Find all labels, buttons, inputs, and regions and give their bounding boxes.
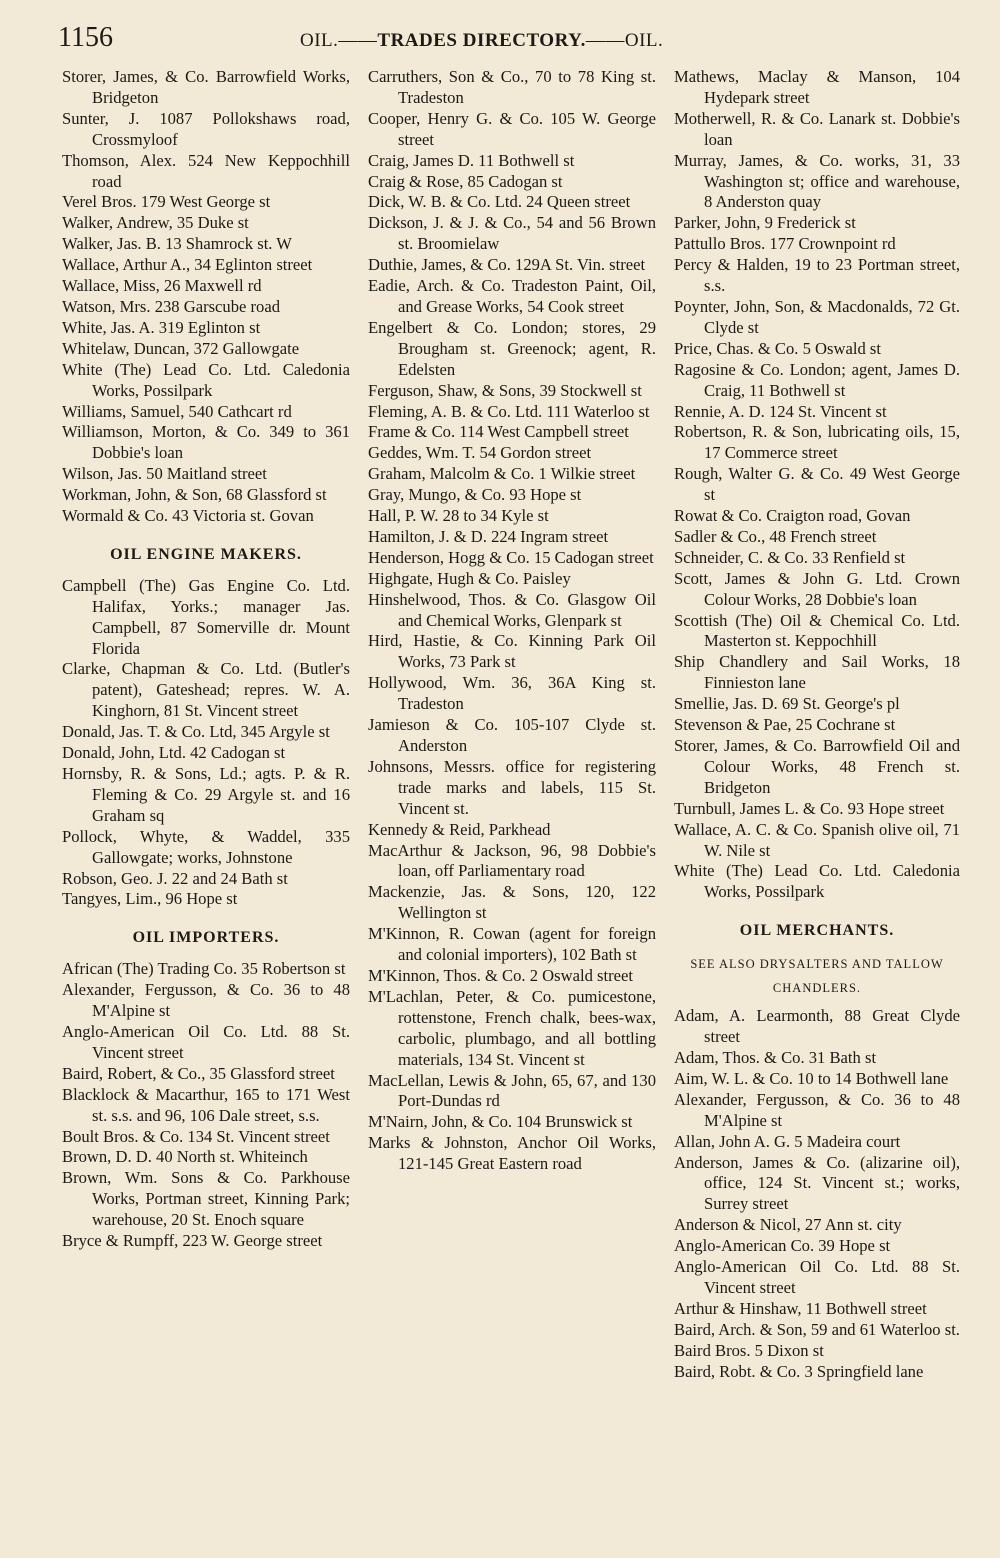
directory-entry: Hamilton, J. & D. 224 Ingram street — [368, 526, 609, 546]
directory-entry: M'Kinnon, R. Cowan (agent for foreign and colonial importers), 102 Bath st — [368, 924, 656, 965]
directory-entry: Hollywood, Wm. 36, 36A King st. Tradeston — [368, 673, 656, 714]
directory-entry: Campbell (The) Gas Engine Co. Ltd. Halifax, Yorks.; manager Jas. Campbell, 87 Somerville dr. Mount Florida — [62, 575, 350, 658]
directory-entry: Anderson, James & Co. (alizarine oil), office, 124 St. Vincent st.; works, Surrey street — [674, 1152, 960, 1214]
directory-entry: Murray, James, & Co. works, 31, 33 Washington st; office and warehouse, 8 Anderston quay — [674, 150, 960, 212]
directory-entry: Henderson, Hogg & Co. 15 Cadogan street — [368, 547, 654, 567]
directory-entry: Blacklock & Macarthur, 165 to 171 West st. s.s. and 96, 106 Dale street, s.s. — [62, 1084, 350, 1125]
page-number: 1156 — [58, 22, 113, 53]
running-head: OIL.——TRADES DIRECTORY.——OIL. — [300, 30, 664, 51]
page-header — [0, 22, 1000, 62]
section-heading: OIL MERCHANTS. — [739, 922, 895, 940]
directory-entry: Robson, Geo. J. 22 and 24 Bath st — [62, 868, 288, 888]
running-head-title: TRADES DIRECTORY. — [377, 30, 586, 51]
directory-entry: Turnbull, James L. & Co. 93 Hope street — [674, 798, 945, 818]
directory-entry: Hird, Hastie, & Co. Kinning Park Oil Works, 73 Park st — [368, 631, 656, 672]
directory-entry: Ferguson, Shaw, & Sons, 39 Stockwell st — [368, 380, 642, 400]
directory-entry: Bryce & Rumpff, 223 W. George street — [62, 1231, 323, 1251]
running-head-left: OIL. — [300, 30, 339, 51]
directory-entry: Hornsby, R. & Sons, Ld.; agts. P. & R. Fleming & Co. 29 Argyle st. and 16 Graham sq — [62, 764, 350, 825]
directory-entry: Motherwell, R. & Co. Lanark st. Dobbie's loan — [674, 108, 960, 149]
directory-entry: Hinshelwood, Thos. & Co. Glasgow Oil and Chemical Works, Glenpark st — [368, 589, 656, 630]
directory-entry: Williams, Samuel, 540 Cathcart rd — [62, 401, 292, 421]
section-subnote: SEE ALSO DRYSALTERS AND TALLOW CHANDLERS. — [690, 957, 944, 996]
directory-entry: Donald, John, Ltd. 42 Cadogan st — [62, 743, 286, 763]
column-3 — [674, 67, 960, 1517]
directory-entry: White (The) Lead Co. Ltd. Caledonia Works, Possilpark — [674, 861, 960, 902]
directory-entry: M'Nairn, John, & Co. 104 Brunswick st — [368, 1112, 633, 1132]
directory-entry: Ship Chandlery and Sail Works, 18 Finnieston lane — [674, 652, 960, 693]
directory-entry: M'Kinnon, Thos. & Co. 2 Oswald street — [368, 965, 633, 985]
directory-entry: Mathews, Maclay & Manson, 104 Hydepark street — [674, 67, 960, 107]
directory-entry: Dickson, J. & J. & Co., 54 and 56 Brown st. Broomielaw — [368, 213, 656, 254]
directory-entry: Baird, Arch. & Son, 59 and 61 Waterloo st. — [674, 1319, 960, 1339]
directory-entry: Stevenson & Pae, 25 Cochrane st — [674, 715, 896, 735]
directory-entry: Wallace, Arthur A., 34 Eglinton street — [62, 255, 313, 275]
directory-entry: Craig & Rose, 85 Cadogan st — [368, 171, 563, 191]
directory-entry: Kennedy & Reid, Parkhead — [368, 819, 551, 839]
directory-entry: Brown, Wm. Sons & Co. Parkhouse Works, Portman street, Kinning Park; warehouse, 20 St. Enoch square — [62, 1168, 350, 1230]
directory-entry: Sunter, J. 1087 Pollokshaws road, Crossmyloof — [62, 108, 350, 149]
directory-entry: Duthie, James, & Co. 129A St. Vin. street — [368, 255, 646, 275]
directory-entry: Baird, Robt. & Co. 3 Springfield lane — [674, 1361, 924, 1381]
directory-entry: Gray, Mungo, & Co. 93 Hope st — [368, 485, 582, 505]
directory-entry: Percy & Halden, 19 to 23 Portman street, s.s. — [674, 255, 960, 296]
directory-entry: African (The) Trading Co. 35 Robertson st — [62, 959, 346, 979]
directory-entry: Rowat & Co. Craigton road, Govan — [674, 506, 911, 526]
directory-entry: Engelbert & Co. London; stores, 29 Brougham st. Greenock; agent, R. Edelsten — [368, 317, 656, 379]
directory-entry: Sadler & Co., 48 French street — [674, 526, 877, 546]
directory-entry: Rough, Walter G. & Co. 49 West George st — [674, 464, 960, 505]
directory-entry: MacLellan, Lewis & John, 65, 67, and 130 Port-Dundas rd — [368, 1070, 656, 1111]
directory-entry: Fleming, A. B. & Co. Ltd. 111 Waterloo st — [368, 401, 650, 421]
directory-entry: Marks & Johnston, Anchor Oil Works, 121-145 Great Eastern road — [368, 1133, 656, 1174]
directory-entry: Adam, Thos. & Co. 31 Bath st — [674, 1047, 877, 1067]
directory-entry: Baird, Robert, & Co., 35 Glassford street — [62, 1063, 335, 1083]
directory-entry: Storer, James, & Co. Barrowfield Oil and Colour Works, 48 French st. Bridgeton — [674, 736, 960, 797]
directory-entry: Geddes, Wm. T. 54 Gordon street — [368, 443, 592, 463]
directory-entry: Walker, Andrew, 35 Duke st — [62, 213, 249, 233]
directory-entry: Boult Bros. & Co. 134 St. Vincent street — [62, 1126, 330, 1146]
directory-entry: Highgate, Hugh & Co. Paisley — [368, 568, 571, 588]
column-2 — [368, 67, 656, 1517]
directory-entry: Donald, Jas. T. & Co. Ltd, 345 Argyle st — [62, 722, 330, 742]
directory-entry: Brown, D. D. 40 North st. Whiteinch — [62, 1147, 308, 1167]
directory-entry: M'Lachlan, Peter, & Co. pumicestone, rottenstone, French chalk, bees-wax, carbolic, plumbago, and all bottling materials, 134 St. Vincent st — [368, 986, 656, 1069]
directory-entry: Ragosine & Co. London; agent, James D. Craig, 11 Bothwell st — [674, 359, 960, 400]
directory-entry: Hall, P. W. 28 to 34 Kyle st — [368, 506, 549, 526]
directory-entry: Price, Chas. & Co. 5 Oswald st — [674, 338, 881, 358]
running-head-right: OIL. — [624, 30, 664, 51]
directory-entry: Poynter, John, Son, & Macdonalds, 72 Gt. Clyde st — [674, 296, 960, 337]
directory-entry: Johnsons, Messrs. office for registering trade marks and labels, 115 St. Vincent st. — [368, 756, 656, 818]
directory-entry: Clarke, Chapman & Co. Ltd. (Butler's patent), Gateshead; repres. W. A. Kinghorn, 81 St. Vincent street — [62, 659, 350, 721]
directory-entry: Carruthers, Son & Co., 70 to 78 King st. Tradeston — [368, 67, 656, 107]
directory-entry: Walker, Jas. B. 13 Shamrock st. W — [62, 234, 292, 254]
directory-entry: Anglo-American Co. 39 Hope st — [674, 1236, 891, 1256]
column-1 — [62, 67, 350, 1517]
directory-entry: Jamieson & Co. 105-107 Clyde st. Anderston — [368, 715, 656, 755]
directory-entry: Eadie, Arch. & Co. Tradeston Paint, Oil, and Grease Works, 54 Cook street — [368, 276, 656, 316]
section-heading: OIL IMPORTERS. — [132, 929, 280, 947]
directory-entry: Whitelaw, Duncan, 372 Gallowgate — [62, 338, 300, 358]
directory-entry: Scott, James & John G. Ltd. Crown Colour Works, 28 Dobbie's loan — [674, 568, 960, 609]
directory-entry: White (The) Lead Co. Ltd. Caledonia Works, Possilpark — [62, 359, 350, 400]
directory-entry: Alexander, Fergusson, & Co. 36 to 48 M'Alpine st — [674, 1089, 960, 1130]
directory-entry: Adam, A. Learmonth, 88 Great Clyde street — [674, 1006, 960, 1047]
directory-entry: Verel Bros. 179 West George st — [62, 192, 271, 212]
directory-entry: Tangyes, Lim., 96 Hope st — [62, 889, 238, 909]
directory-entry: Anglo-American Oil Co. Ltd. 88 St. Vincent street — [674, 1257, 960, 1297]
directory-entry: Pollock, Whyte, & Waddel, 335 Gallowgate; works, Johnstone — [62, 826, 350, 867]
directory-entry: Anglo-American Oil Co. Ltd. 88 St. Vincent street — [62, 1021, 350, 1062]
directory-entry: Wormald & Co. 43 Victoria st. Govan — [62, 506, 314, 526]
directory-entry: Anderson & Nicol, 27 Ann st. city — [674, 1215, 902, 1235]
directory-entry: Alexander, Fergusson, & Co. 36 to 48 M'Alpine st — [62, 980, 350, 1021]
directory-entry: Dick, W. B. & Co. Ltd. 24 Queen street — [368, 192, 631, 212]
directory-entry: Robertson, R. & Son, lubricating oils, 15, 17 Commerce street — [674, 422, 960, 463]
directory-entry: Frame & Co. 114 West Campbell street — [368, 422, 629, 442]
directory-entry: Parker, John, 9 Frederick st — [674, 213, 856, 233]
directory-entry: Thomson, Alex. 524 New Keppochhill road — [62, 150, 350, 191]
directory-entry: Schneider, C. & Co. 33 Renfield st — [674, 547, 906, 567]
directory-entry: MacArthur & Jackson, 96, 98 Dobbie's loan, off Parliamentary road — [368, 840, 656, 881]
directory-entry: Aim, W. L. & Co. 10 to 14 Bothwell lane — [674, 1068, 949, 1088]
directory-entry: Baird Bros. 5 Dixon st — [674, 1340, 824, 1360]
directory-entry: Allan, John A. G. 5 Madeira court — [674, 1131, 901, 1151]
directory-entry: Williamson, Morton, & Co. 349 to 361 Dobbie's loan — [62, 422, 350, 463]
directory-entry: Workman, John, & Son, 68 Glassford st — [62, 485, 327, 505]
directory-entry: Watson, Mrs. 238 Garscube road — [62, 296, 281, 316]
directory-entry: Wilson, Jas. 50 Maitland street — [62, 464, 267, 484]
directory-entry: Rennie, A. D. 124 St. Vincent st — [674, 401, 887, 421]
directory-entry: Storer, James, & Co. Barrowfield Works, Bridgeton — [62, 67, 350, 107]
directory-entry: Graham, Malcolm & Co. 1 Wilkie street — [368, 464, 636, 484]
directory-entry: Mackenzie, Jas. & Sons, 120, 122 Wellington st — [368, 882, 656, 923]
directory-entry: Pattullo Bros. 177 Crownpoint rd — [674, 234, 896, 254]
section-heading: OIL ENGINE MAKERS. — [110, 545, 302, 563]
directory-entry: Smellie, Jas. D. 69 St. George's pl — [674, 694, 900, 714]
directory-entry: Wallace, Miss, 26 Maxwell rd — [62, 276, 262, 296]
directory-entry: Scottish (The) Oil & Chemical Co. Ltd. Masterton st. Keppochhill — [674, 610, 960, 651]
directory-entry: Craig, James D. 11 Bothwell st — [368, 150, 575, 170]
directory-entry: Arthur & Hinshaw, 11 Bothwell street — [674, 1298, 927, 1318]
directory-entry: Wallace, A. C. & Co. Spanish olive oil, 71 W. Nile st — [674, 819, 960, 860]
directory-entry: Cooper, Henry G. & Co. 105 W. George street — [368, 108, 656, 149]
directory-entry: White, Jas. A. 319 Eglinton st — [62, 317, 261, 337]
